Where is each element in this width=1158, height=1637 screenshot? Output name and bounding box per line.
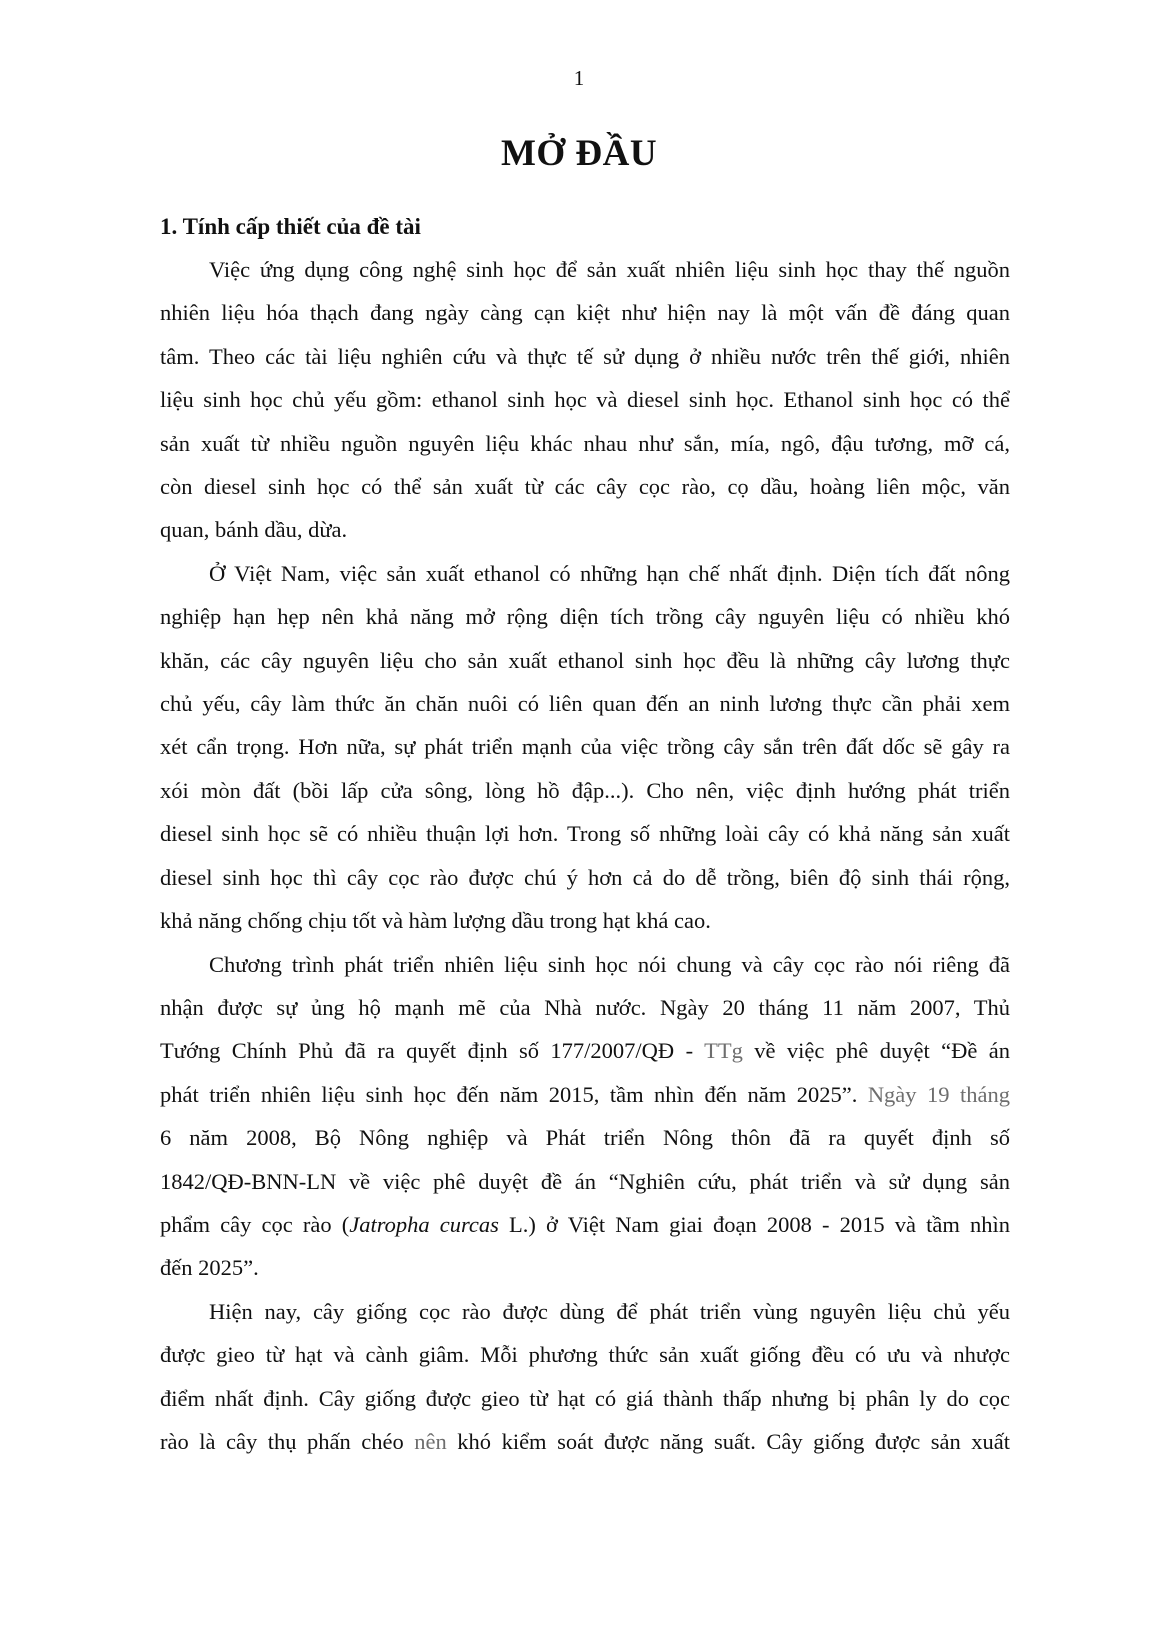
text-segment: khó kiểm soát được năng suất. Cây giống được sản xuất <box>446 1428 1010 1454</box>
text-line <box>160 812 1010 855</box>
text-segment: nghiệp hạn hẹp nên khả năng mở rộng diện tích trồng cây nguyên liệu có nhiều khó <box>160 604 1010 630</box>
text-line <box>160 248 1010 291</box>
section-heading: 1. Tính cấp thiết của đề tài <box>160 214 421 239</box>
text-segment: phẩm cây cọc rào ( <box>160 1211 350 1237</box>
text-segment: 1842/QĐ-BNN-LN về việc phê duyệt đề án “Nghiên cứu, phát triển và sử dụng sản <box>160 1168 1010 1194</box>
text-line <box>160 508 1010 551</box>
text-line <box>160 1290 1010 1333</box>
text-segment: về việc phê duyệt “Đề án <box>742 1038 1010 1064</box>
text-segment: còn diesel sinh học có thể sản xuất từ các cây cọc rào, cọ dầu, hoàng liên mộc, văn <box>160 474 1010 500</box>
text-segment: TTg <box>704 1038 743 1064</box>
text-segment: xói mòn đất (bồi lấp cửa sông, lòng hồ đập...). Cho nên, việc định hướng phát triển <box>160 777 1010 803</box>
text-line <box>160 1029 1010 1072</box>
text-segment: Việc ứng dụng công nghệ sinh học để sản xuất nhiên liệu sinh học thay thế nguồn <box>209 257 1010 282</box>
text-segment: Tướng Chính Phủ đã ra quyết định số 177/2007/QĐ - <box>160 1038 705 1064</box>
document-page <box>0 66 1158 1637</box>
text-line <box>160 639 1010 682</box>
document-title: MỞ ĐẦU <box>500 133 658 174</box>
text-segment: 6 năm 2008, Bộ Nông nghiệp và Phát triển Nông thôn đã ra quyết định số <box>160 1125 1010 1151</box>
text-segment: liệu sinh học chủ yếu gồm: ethanol sinh học và diesel sinh học. Ethanol sinh học có thể <box>160 387 1010 413</box>
text-line <box>160 899 1010 942</box>
text-segment: chủ yếu, cây làm thức ăn chăn nuôi có liên quan đến an ninh lương thực cần phải xem <box>160 691 1010 717</box>
text-segment: diesel sinh học thì cây cọc rào được chú ý hơn cả do dễ trồng, biên độ sinh thái rộng, <box>160 864 1010 890</box>
text-segment: khăn, các cây nguyên liệu cho sản xuất ethanol sinh học đều là những cây lương thực <box>160 647 1010 673</box>
text-line <box>160 1116 1010 1159</box>
paragraph <box>160 1290 1010 1464</box>
text-segment: nên <box>414 1428 447 1454</box>
text-segment: nhiên liệu hóa thạch đang ngày càng cạn kiệt như hiện nay là một vấn đề đáng quan <box>160 300 1010 326</box>
text-line <box>160 291 1010 334</box>
text-segment: quan, bánh dầu, dừa. <box>160 517 348 543</box>
paragraph <box>160 248 1010 552</box>
text-segment: Hiện nay, cây giống cọc rào được dùng để phát triển vùng nguyên liệu chủ yếu <box>209 1298 1010 1324</box>
text-line <box>160 1377 1010 1420</box>
content <box>160 248 1010 1463</box>
text-line <box>160 1333 1010 1376</box>
text-segment: rào là cây thụ phấn chéo <box>160 1428 415 1454</box>
text-line <box>160 335 1010 378</box>
text-segment: Ở Việt Nam, việc sản xuất ethanol có những hạn chế nhất định. Diện tích đất nông <box>209 560 1010 586</box>
text-segment: đến 2025”. <box>160 1255 259 1281</box>
text-line <box>160 378 1010 421</box>
text-segment: L.) ở Việt Nam giai đoạn 2008 - 2015 và tầm nhìn <box>498 1211 1011 1237</box>
text-line <box>160 725 1010 768</box>
text-segment: xét cẩn trọng. Hơn nữa, sự phát triển mạnh của việc trồng cây sắn trên đất dốc sẽ gây ra <box>160 734 1010 760</box>
paragraph <box>160 552 1010 943</box>
text-line <box>160 986 1010 1029</box>
text-segment: khả năng chống chịu tốt và hàm lượng dầu trong hạt khá cao. <box>160 908 711 934</box>
text-segment: Ngày 19 tháng <box>867 1081 1010 1107</box>
text-line <box>160 769 1010 812</box>
text-segment: sản xuất từ nhiều nguồn nguyên liệu khác nhau như sắn, mía, ngô, đậu tương, mỡ cá, <box>160 430 1010 456</box>
text-line <box>160 856 1010 899</box>
text-line <box>160 552 1010 595</box>
text-segment: phát triển nhiên liệu sinh học đến năm 2015, tầm nhìn đến năm 2025”. <box>160 1081 868 1107</box>
text-line <box>160 1160 1010 1203</box>
text-segment: được gieo từ hạt và cành giâm. Mỗi phương thức sản xuất giống đều có ưu và nhược <box>160 1342 1010 1368</box>
text-line <box>160 595 1010 638</box>
text-segment: Jatropha curcas <box>349 1211 499 1237</box>
text-line <box>160 1073 1010 1116</box>
text-line <box>160 1246 1010 1289</box>
text-line <box>160 1420 1010 1463</box>
text-segment: điểm nhất định. Cây giống được gieo từ hạt có giá thành thấp nhưng bị phân ly do cọc <box>160 1385 1010 1411</box>
text-line <box>160 943 1010 986</box>
page-number: 1 <box>573 66 585 90</box>
text-line <box>160 422 1010 465</box>
text-line <box>160 682 1010 725</box>
text-segment: tâm. Theo các tài liệu nghiên cứu và thực tế sử dụng ở nhiều nước trên thế giới, nhiên <box>160 343 1010 369</box>
text-segment: diesel sinh học sẽ có nhiều thuận lợi hơn. Trong số những loài cây có khả năng sản xuất <box>160 821 1010 847</box>
paragraph <box>160 943 1010 1290</box>
text-line <box>160 1203 1010 1246</box>
text-segment: nhận được sự ủng hộ mạnh mẽ của Nhà nước. Ngày 20 tháng 11 năm 2007, Thủ <box>160 994 1010 1020</box>
text-line <box>160 465 1010 508</box>
text-segment: Chương trình phát triển nhiên liệu sinh học nói chung và cây cọc rào nói riêng đã <box>209 951 1010 977</box>
